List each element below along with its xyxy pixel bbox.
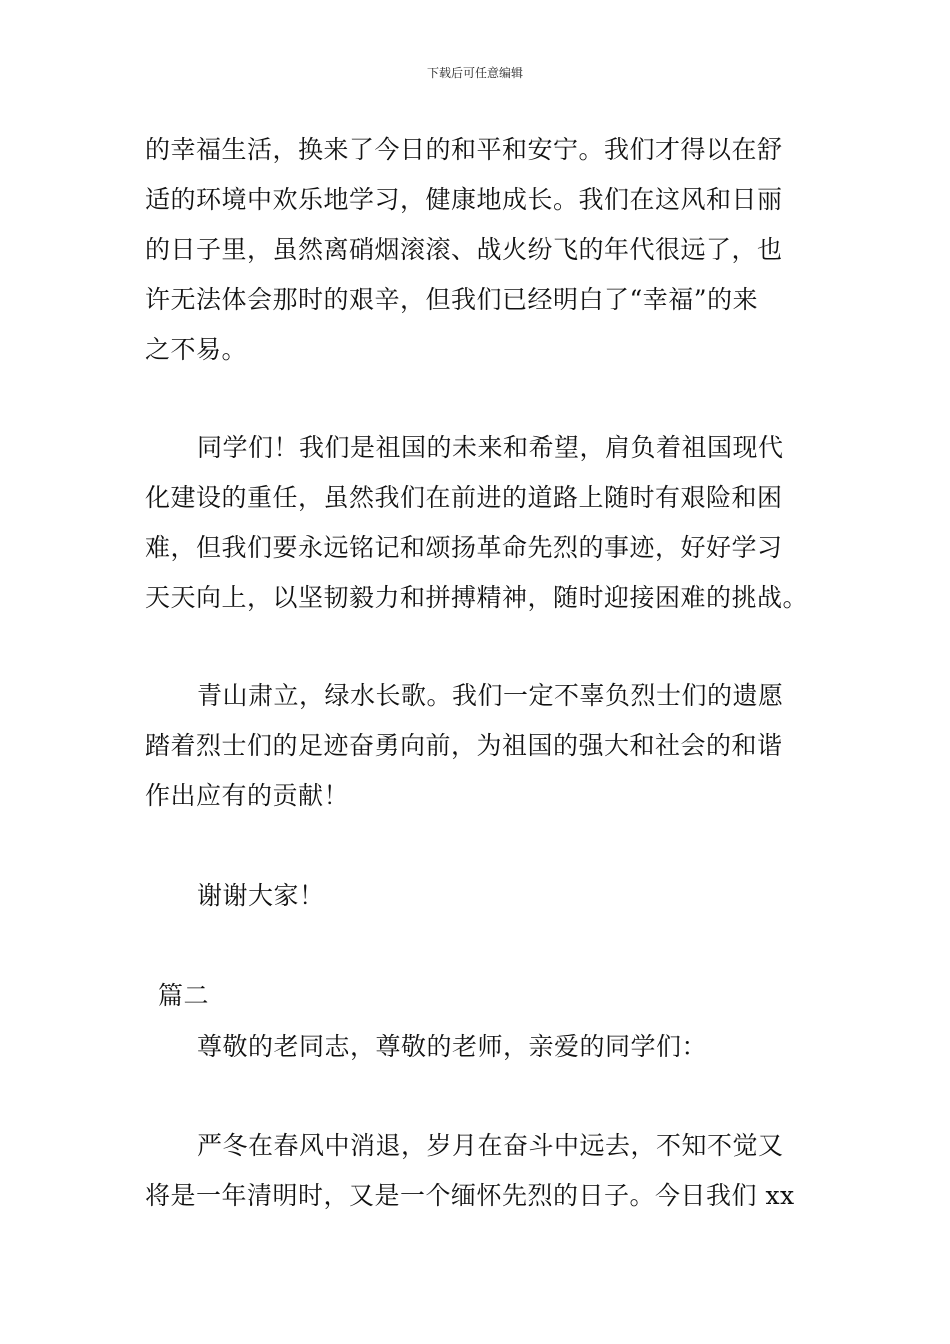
text-line: 的日子里，虽然离硝烟滚滚、战火纷飞的年代很远了，也: [145, 235, 783, 264]
text-line: 的幸福生活，换来了今日的和平和安宁。我们才得以在舒: [145, 135, 783, 164]
text-line: 同学们！我们是祖国的未来和希望，肩负着祖国现代: [197, 433, 784, 462]
section-title: 篇二: [158, 981, 210, 1010]
text-line: 许无法体会那时的艰辛，但我们已经明白了“幸福”的来: [145, 285, 759, 314]
text-line: 青山肃立，绿水长歌。我们一定不辜负烈士们的遗愿: [197, 681, 784, 710]
text-line: 难，但我们要永远铭记和颂扬革命先烈的事迹，好好学习: [145, 533, 783, 562]
text-line: 作出应有的贡献！: [145, 781, 350, 810]
text-line: 谢谢大家！: [197, 881, 325, 910]
text-line: 严冬在春风中消退，岁月在奋斗中远去，不知不觉又: [197, 1131, 784, 1160]
text-line: 化建设的重任，虽然我们在前进的道路上随时有艰险和困: [145, 483, 783, 512]
page-header: 下载后可任意编辑: [426, 66, 523, 80]
text-line: 踏着烈士们的足迹奋勇向前，为祖国的强大和社会的和谐: [145, 731, 783, 760]
text-line: 适的环境中欢乐地学习，健康地成长。我们在这风和日丽: [145, 185, 783, 214]
text-line: 天天向上，以坚韧毅力和拼搏精神，随时迎接困难的挑战。: [145, 583, 809, 612]
text-line: 之不易。: [145, 335, 248, 364]
salutation: 尊敬的老同志，尊敬的老师，亲爱的同学们：: [197, 1032, 708, 1061]
text-line: 将是一年清明时，又是一个缅怀先烈的日子。今日我们 xx: [145, 1181, 795, 1210]
